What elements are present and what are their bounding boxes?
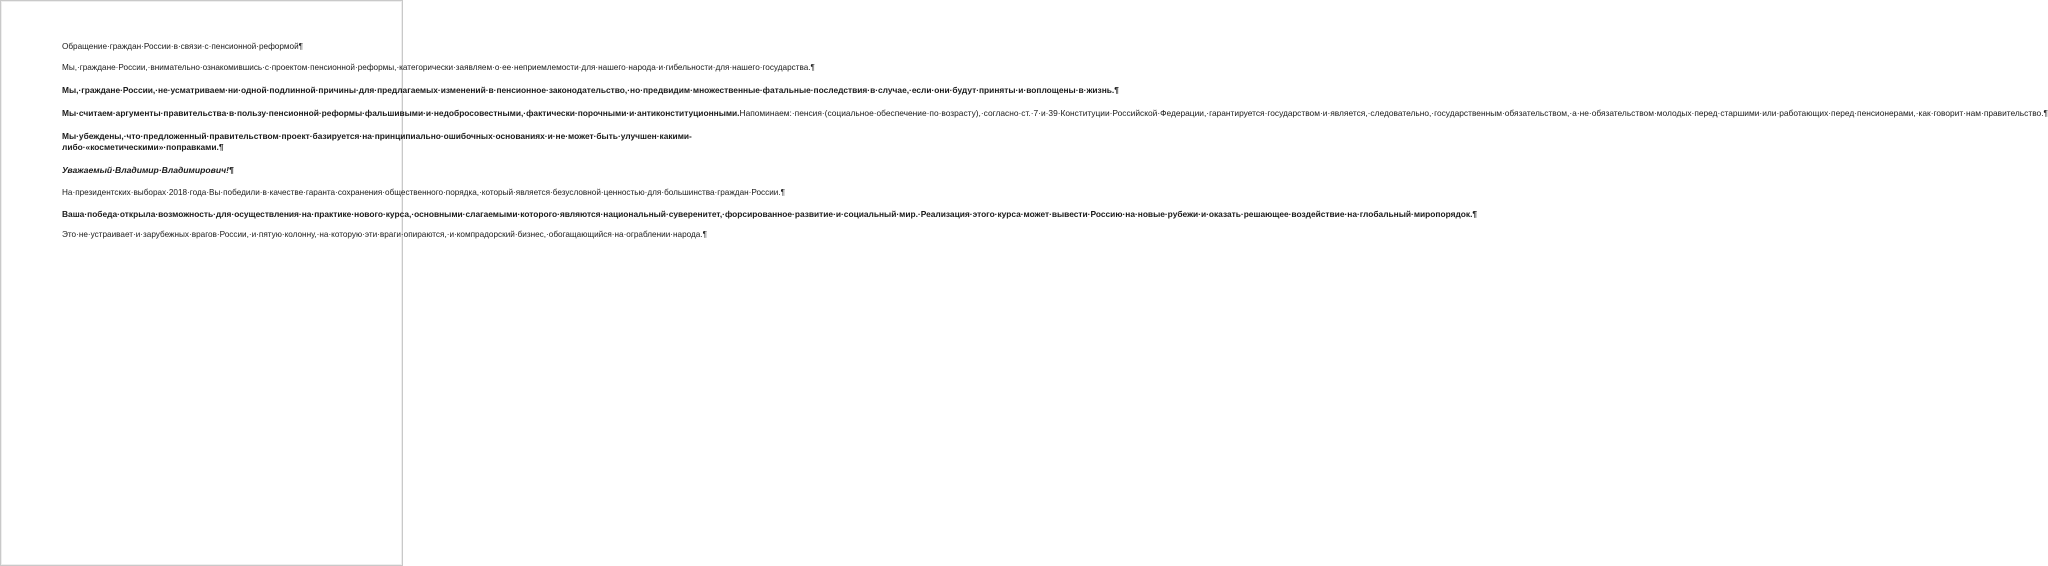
salutation: Уважаемый·Владимир·Владимирович!¶ [62, 165, 234, 176]
document-body [62, 42, 2048, 241]
paragraph-intro: Мы,·граждане·России,·внимательно·ознакомившись·с·проектом·пенсионной·реформы,·категорически·заявляем·о·ее·неприемлемости·для·нашего·народа·и·гибельности·для·нашего·государства.¶ [62, 62, 815, 72]
paragraph-no-reason: Мы,·граждане·России,·не·усматриваем·ни·одной·подлинной·причины·для·предлагаемых·изменений·в·пенсионное·законодательство,·но·предвидим·множественные·фатальные·последствия·в·случае,·если·они·будут·приняты·и·воплощены·в·жизнь.¶ [62, 85, 1119, 96]
paragraph-victory: Ваша·победа·открыла·возможность·для·осуществления·на·практике·нового·курса,·основными·слагаемыми·которого·являются·национальный·суверенитет,·форсированное·развитие·и·социальный·мир.·Реализация·этого·курса·может·вывести·Россию·на·новые·рубежи·и·оказать·решающее·воздействие·на·глобальный·миропорядок.¶ [62, 209, 1478, 220]
paragraph-enemies: Это·не·устраивает·и·зарубежных·врагов·России,·и·пятую·колонну,·на·которую·эти·враги·опираются,·и·компрадорский·бизнес,·обогащающийся·на·ограблении·народа.¶ [62, 230, 708, 240]
paragraph-arguments [62, 108, 2048, 119]
paragraph-conviction: Мы·убеждены,·что·предложенный·правительством·проект·базируется·на·принципиально·ошибочных·основаниях·и·не·может·быть·улучшен·какими-либо·«косметическими»·поправками.¶ [62, 131, 692, 153]
paragraph-arguments-normal: Напоминаем:·пенсия·(социальное·обеспечение·по·возрасту),·согласно·ст.·7·и·39·Конституции·Российской·Федерации,·гарантируется·государством·и·является,·следовательно,·государственным·обязательством,·а·не·обязательством·молодых·перед·старшими·или·работающих·перед·пенсионерами,·как·говорит·нам·правительство.¶ [739, 108, 2048, 119]
paragraph-arguments-bold: Мы·считаем·аргументы·правительства·в·пользу·пенсионной·реформы·фальшивыми·и·недобросовестными,·фактически·порочными·и·антиконституционными. [62, 108, 740, 119]
document-heading: Обращение·граждан·России·в·связи·с·пенсионной·реформой¶ [62, 42, 304, 51]
paragraph-elections: На·президентских·выборах·2018·года·Вы·победили·в·качестве·гаранта·сохранения·общественного·порядка,·который·является·безусловной·ценностью·для·большинства·граждан·России.¶ [62, 188, 786, 198]
